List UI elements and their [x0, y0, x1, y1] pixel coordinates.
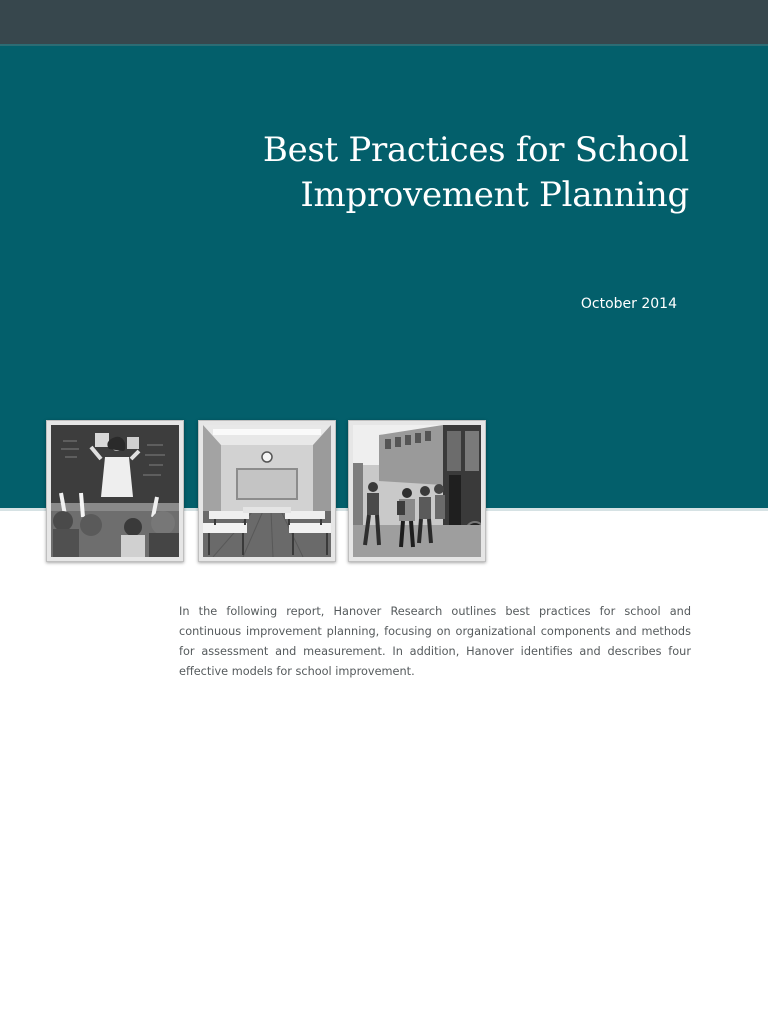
- top-bar: [0, 0, 768, 46]
- intro-paragraph: In the following report, Hanover Research outlines best practices for school and continuous improvement planning, focusing on organizational components and methods for assessment and measurement. In addition, Hanover identifies and describes four effective models for school improvement.: [179, 605, 691, 678]
- teacher-with-raised-hands-icon: [51, 425, 179, 557]
- students-boarding-bus-icon: [353, 425, 481, 557]
- document-date: October 2014: [580, 296, 677, 312]
- photo-teacher-classroom: [46, 420, 184, 562]
- photo-school-bus: [348, 420, 486, 562]
- document-title: Best Practices for School Improvement Planning: [262, 130, 689, 215]
- photo-empty-classroom: [198, 420, 336, 562]
- empty-classroom-icon: [203, 425, 331, 557]
